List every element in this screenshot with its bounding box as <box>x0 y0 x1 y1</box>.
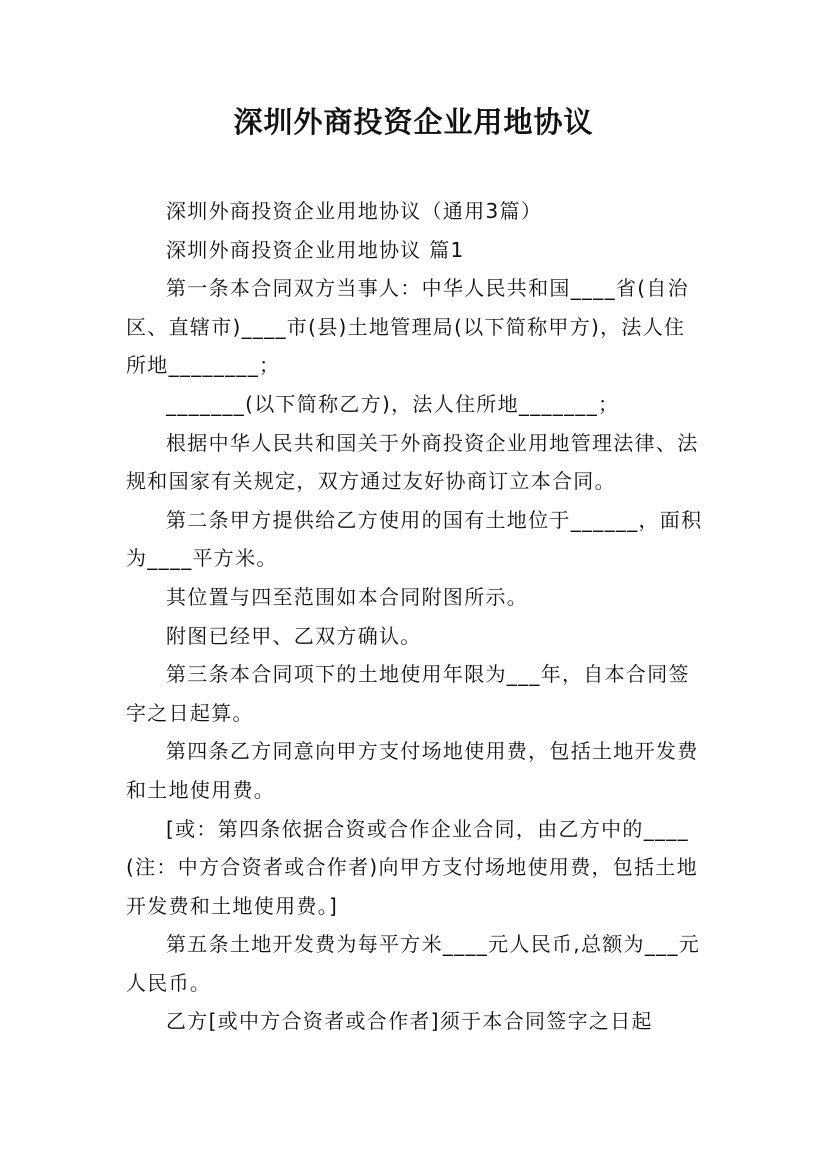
paragraph: 第五条土地开发费为每平方米____元人民币,总额为___元人民币。 <box>126 932 701 995</box>
paragraph: 根据中华人民共和国关于外商投资企业用地管理法律、法规和国家有关规定，双方通过友好协商订立本合同。 <box>126 430 699 494</box>
paragraph: 第四条乙方同意向甲方支付场地使用费，包括土地开发费和土地使用费。 <box>126 739 699 802</box>
paragraph: 深圳外商投资企业用地协议 篇1 <box>166 237 465 262</box>
paragraph: 附图已经甲、乙双方确认。 <box>166 623 422 648</box>
paragraph: _______(以下简称乙方)，法人住所地_______； <box>166 391 620 416</box>
paragraph: 第三条本合同项下的土地使用年限为___年，自本合同签字之日起算。 <box>126 662 690 725</box>
paragraph: [或：第四条依据合资或合作企业合同，由乙方中的____(注：中方合资者或合作者)向甲方支付场地使用费，包括土地开发费和土地使用费。] <box>126 816 699 918</box>
paragraph: 深圳外商投资企业用地协议（通用3篇） <box>166 199 543 223</box>
paragraph: 第二条甲方提供给乙方使用的国有土地位于______，面积为____平方米。 <box>126 507 703 571</box>
paragraph: 其位置与四至范围如本合同附图所示。 <box>166 584 529 609</box>
document-title: 深圳外商投资企业用地协议 <box>233 105 594 139</box>
paragraph: 乙方[或中方合资者或合作者]须于本合同签字之日起 <box>166 1009 653 1034</box>
paragraph: 第一条本合同双方当事人：中华人民共和国____省(自治区、直辖市)____市(县)土地管理局(以下简称甲方)，法人住所地________； <box>126 276 689 378</box>
document-body <box>126 192 706 1041</box>
